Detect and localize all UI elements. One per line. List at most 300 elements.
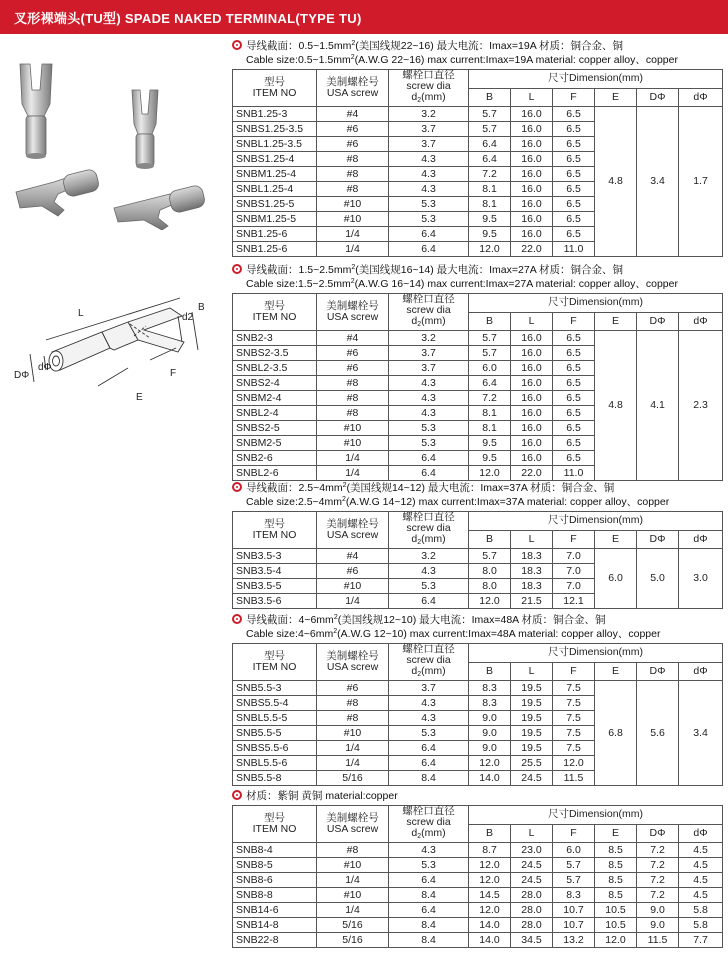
cell-value: 4.3 [389, 167, 469, 182]
cell-value: 11.0 [553, 466, 595, 481]
page-title: 叉形裸端头(TU型) SPADE NAKED TERMINAL(TYPE TU) [14, 11, 362, 26]
cell-value: 1/4 [317, 756, 389, 771]
cell-value: 6.5 [553, 122, 595, 137]
table-header-row [233, 806, 723, 825]
col-e: E [595, 312, 637, 331]
cell-dphi-outer: 5.0 [637, 549, 679, 609]
cell-dphi-inner: 1.7 [679, 107, 723, 257]
cell-value: 14.0 [469, 918, 511, 933]
cell-value: 24.5 [511, 873, 553, 888]
cell-value: 8.3 [553, 888, 595, 903]
cell-item-no: SNB1.25-3 [233, 107, 317, 122]
spec-table [232, 511, 723, 609]
cell-value: 9.0 [637, 903, 679, 918]
cell-value: #8 [317, 843, 389, 858]
cell-value: 8.0 [469, 579, 511, 594]
cell-value: 3.2 [389, 549, 469, 564]
col-dimension: 尺寸Dimension(mm) [469, 806, 723, 825]
col-b: B [469, 88, 511, 107]
cell-value: 1/4 [317, 451, 389, 466]
col-f: F [553, 88, 595, 107]
cell-value: 3.2 [389, 331, 469, 346]
cell-value: 8.1 [469, 406, 511, 421]
cell-value: #10 [317, 726, 389, 741]
col-item-no: 型号 ITEM NO [233, 512, 317, 549]
cell-value: 10.5 [595, 903, 637, 918]
col-screw-dia: 螺栓口直径 screw dia $d_2(mm)$ [389, 70, 469, 107]
col-usa-screw: 美制螺栓号 USA screw [317, 70, 389, 107]
cell-dphi-inner: 3.4 [679, 681, 723, 786]
cell-value: #8 [317, 376, 389, 391]
table-row [233, 918, 723, 933]
cell-value: 10.5 [595, 918, 637, 933]
cell-value: 7.0 [553, 579, 595, 594]
cell-item-no: SNB8-5 [233, 858, 317, 873]
cell-value: 8.0 [469, 564, 511, 579]
col-dphi: dΦ [679, 662, 723, 681]
cell-value: 5.3 [389, 212, 469, 227]
cell-value: #4 [317, 331, 389, 346]
cell-value: 16.0 [511, 197, 553, 212]
col-f: F [553, 530, 595, 549]
col-l: L [511, 824, 553, 843]
cell-value: 8.5 [595, 888, 637, 903]
cell-value: 4.3 [389, 696, 469, 711]
cell-value: 9.5 [469, 212, 511, 227]
cell-item-no: SNB3.5-6 [233, 594, 317, 609]
cell-item-no: SNBM2-4 [233, 391, 317, 406]
cell-value: #6 [317, 346, 389, 361]
dim-label-B: B [198, 302, 205, 313]
cell-value: 6.4 [389, 873, 469, 888]
cell-value: 6.4 [389, 227, 469, 242]
spec-table [232, 805, 723, 948]
cell-item-no: SNBS2-4 [233, 376, 317, 391]
cell-value: 6.5 [553, 421, 595, 436]
cell-value: 4.5 [679, 873, 723, 888]
product-photo [14, 60, 214, 230]
col-screw-dia: 螺栓口直径 screw dia $d_2(mm)$ [389, 512, 469, 549]
col-dphi: dΦ [679, 530, 723, 549]
table-row [233, 843, 723, 858]
cell-value: 7.0 [553, 549, 595, 564]
cell-value: 7.2 [637, 888, 679, 903]
cell-value: 5.3 [389, 726, 469, 741]
cell-value: 7.2 [637, 873, 679, 888]
cell-value: 5.7 [553, 858, 595, 873]
cell-value: 5.3 [389, 436, 469, 451]
section-header: 导线截面：$2.5\sim 4mm^2$(美国线规14~12) 最大电流：Imax=37A 材质：铜合金、铜 Cable $size:2.5\sim 4mm^2(A.W.G$ 14~12) max current:Imax=37A material: copper alloy、copper [232, 480, 722, 508]
cell-value: 8.7 [469, 843, 511, 858]
cell-value: 5.3 [389, 579, 469, 594]
cell-dphi-outer: 5.6 [637, 681, 679, 786]
section-header: 导线截面：$1.5\sim 2.5mm^2$(美国线规16~14) 最大电流：Imax=27A 材质：铜合金、铜 Cable $size:1.5\sim 2.5mm^2(A.W.G$ 16~14) max current:Imax=27A material: copper alloy、copper [232, 262, 722, 290]
spec-section-3 [232, 480, 722, 609]
table-row [233, 858, 723, 873]
cell-item-no: SNB3.5-4 [233, 564, 317, 579]
cell-value: 12.0 [469, 242, 511, 257]
col-b: B [469, 662, 511, 681]
cell-value: 16.0 [511, 182, 553, 197]
cell-value: 34.5 [511, 933, 553, 948]
cell-item-no: SNB1.25-6 [233, 242, 317, 257]
cell-value: #8 [317, 182, 389, 197]
col-dimension: 尺寸Dimension(mm) [469, 294, 723, 313]
cell-item-no: SNB8-6 [233, 873, 317, 888]
terminal-upright-2 [132, 90, 158, 169]
col-dphi: DΦ [637, 530, 679, 549]
header-bar [0, 0, 728, 34]
cell-item-no: SNBL2-3.5 [233, 361, 317, 376]
cell-value: 19.5 [511, 681, 553, 696]
dim-label-dphi: dΦ [38, 362, 52, 373]
cell-e: 6.8 [595, 681, 637, 786]
cell-item-no: SNB5.5-8 [233, 771, 317, 786]
dim-label-d2: d2 [182, 312, 194, 323]
col-b: B [469, 312, 511, 331]
cell-value: 6.5 [553, 346, 595, 361]
cell-value: 16.0 [511, 421, 553, 436]
spec-table [232, 293, 723, 481]
cell-value: 6.5 [553, 212, 595, 227]
cell-value: 19.5 [511, 711, 553, 726]
col-dphi: DΦ [637, 88, 679, 107]
col-b: B [469, 530, 511, 549]
dimension-diagram [10, 290, 220, 420]
cell-value: 8.4 [389, 771, 469, 786]
cell-value: 3.2 [389, 107, 469, 122]
cell-value: 3.7 [389, 681, 469, 696]
cell-value: 12.1 [553, 594, 595, 609]
cell-value: 6.4 [389, 242, 469, 257]
cell-value: 18.3 [511, 579, 553, 594]
terminal-lying-1 [16, 168, 100, 216]
cell-value: 6.5 [553, 376, 595, 391]
cell-value: #8 [317, 391, 389, 406]
cell-value: 8.1 [469, 182, 511, 197]
cell-item-no: SNBL1.25-4 [233, 182, 317, 197]
cell-value: 28.0 [511, 888, 553, 903]
cell-value: 9.5 [469, 451, 511, 466]
cell-value: 5.3 [389, 858, 469, 873]
cell-value: 18.3 [511, 564, 553, 579]
cell-value: 3.7 [389, 361, 469, 376]
cell-value: 1/4 [317, 903, 389, 918]
col-dimension: 尺寸Dimension(mm) [469, 70, 723, 89]
cell-item-no: SNBS1.25-3.5 [233, 122, 317, 137]
cell-value: 5.7 [469, 346, 511, 361]
cell-value: 4.3 [389, 406, 469, 421]
cell-value: 6.4 [469, 137, 511, 152]
cell-value: 6.0 [469, 361, 511, 376]
spec-table [232, 643, 723, 786]
cell-value: 5.7 [469, 107, 511, 122]
cell-dphi-inner: 3.0 [679, 549, 723, 609]
cell-value: 8.4 [389, 933, 469, 948]
cell-value: 11.0 [553, 242, 595, 257]
col-usa-screw: 美制螺栓号 USA screw [317, 294, 389, 331]
cell-value: 22.0 [511, 466, 553, 481]
cell-value: 19.5 [511, 696, 553, 711]
cell-value: 16.0 [511, 331, 553, 346]
col-screw-dia: 螺栓口直径 screw dia $d_2(mm)$ [389, 806, 469, 843]
cell-value: 8.5 [595, 843, 637, 858]
cell-value: #6 [317, 137, 389, 152]
table-row [233, 681, 723, 696]
cell-value: 11.5 [637, 933, 679, 948]
cell-item-no: SNB3.5-5 [233, 579, 317, 594]
cell-value: 6.5 [553, 182, 595, 197]
cell-value: 16.0 [511, 391, 553, 406]
cell-value: 12.0 [553, 756, 595, 771]
cell-item-no: SNBL2-6 [233, 466, 317, 481]
cell-value: 16.0 [511, 167, 553, 182]
section-header: 材质：紫铜 黄铜 material:copper [232, 790, 722, 802]
cell-value: 6.5 [553, 152, 595, 167]
cell-value: 6.4 [389, 741, 469, 756]
col-usa-screw: 美制螺栓号 USA screw [317, 806, 389, 843]
cell-value: 24.5 [511, 858, 553, 873]
cell-value: 12.0 [469, 858, 511, 873]
col-usa-screw: 美制螺栓号 USA screw [317, 644, 389, 681]
cell-value: 23.0 [511, 843, 553, 858]
cell-item-no: SNB5.5-3 [233, 681, 317, 696]
cell-value: 3.7 [389, 346, 469, 361]
cell-item-no: SNB8-4 [233, 843, 317, 858]
cell-value: 12.0 [469, 903, 511, 918]
table-header-row [233, 294, 723, 313]
cell-item-no: SNBM1.25-5 [233, 212, 317, 227]
cell-value: 7.5 [553, 681, 595, 696]
cell-value: 4.5 [679, 843, 723, 858]
cell-value: #8 [317, 167, 389, 182]
cell-value: 4.3 [389, 376, 469, 391]
cell-value: 6.4 [469, 376, 511, 391]
cell-value: 5.7 [553, 873, 595, 888]
cell-value: 4.3 [389, 152, 469, 167]
cell-value: 6.5 [553, 107, 595, 122]
cell-item-no: SNBL5.5-6 [233, 756, 317, 771]
cell-value: 21.5 [511, 594, 553, 609]
bullet-icon [232, 40, 242, 50]
cell-value: 6.4 [389, 756, 469, 771]
spec-section-1 [232, 38, 722, 257]
cell-value: 16.0 [511, 406, 553, 421]
cell-value: 4.3 [389, 564, 469, 579]
cell-value: 5.7 [469, 331, 511, 346]
cell-e: 6.0 [595, 549, 637, 609]
cell-value: 6.4 [389, 451, 469, 466]
cell-value: 7.2 [637, 843, 679, 858]
cell-value: 16.0 [511, 346, 553, 361]
bullet-icon [232, 790, 242, 800]
table-header-row [233, 644, 723, 663]
cell-value: 6.5 [553, 361, 595, 376]
cell-value: 8.4 [389, 918, 469, 933]
cell-value: 14.5 [469, 888, 511, 903]
bullet-icon [232, 264, 242, 274]
col-dphi: dΦ [679, 824, 723, 843]
col-dphi: DΦ [637, 662, 679, 681]
cell-item-no: SNB14-6 [233, 903, 317, 918]
cell-value: #4 [317, 549, 389, 564]
cell-value: 9.0 [469, 741, 511, 756]
cell-value: 16.0 [511, 361, 553, 376]
cell-value: #8 [317, 711, 389, 726]
col-screw-dia: 螺栓口直径 screw dia $d_2(mm)$ [389, 644, 469, 681]
cell-value: #8 [317, 696, 389, 711]
cell-value: 6.4 [469, 152, 511, 167]
cell-item-no: SNBS5.5-6 [233, 741, 317, 756]
cell-value: 6.5 [553, 197, 595, 212]
cell-value: 19.5 [511, 726, 553, 741]
cell-value: 6.5 [553, 331, 595, 346]
cell-item-no: SNB14-8 [233, 918, 317, 933]
cell-value: 7.0 [553, 564, 595, 579]
cell-value: 22.0 [511, 242, 553, 257]
cell-item-no: SNBS1.25-5 [233, 197, 317, 212]
cell-item-no: SNB2-3 [233, 331, 317, 346]
col-dphi: dΦ [679, 312, 723, 331]
col-item-no: 型号 ITEM NO [233, 806, 317, 843]
cell-dphi-outer: 3.4 [637, 107, 679, 257]
cell-value: 4.3 [389, 843, 469, 858]
cell-value: 7.5 [553, 726, 595, 741]
cell-value: 7.5 [553, 711, 595, 726]
cell-item-no: SNBS2-5 [233, 421, 317, 436]
col-e: E [595, 88, 637, 107]
terminal-lying-2 [114, 184, 206, 230]
cell-item-no: SNB8-8 [233, 888, 317, 903]
dim-label-E: E [136, 392, 143, 403]
table-row [233, 903, 723, 918]
cell-value: 16.0 [511, 137, 553, 152]
col-l: L [511, 88, 553, 107]
col-dphi: DΦ [637, 312, 679, 331]
cell-e: 4.8 [595, 107, 637, 257]
cell-value: #4 [317, 107, 389, 122]
cell-value: 5.3 [389, 421, 469, 436]
col-f: F [553, 312, 595, 331]
cell-value: 5/16 [317, 933, 389, 948]
col-f: F [553, 824, 595, 843]
cell-value: 6.4 [389, 903, 469, 918]
bullet-icon [232, 614, 242, 624]
table-row [233, 549, 723, 564]
cell-value: 8.5 [595, 873, 637, 888]
cell-value: 1/4 [317, 873, 389, 888]
cell-value: 5.8 [679, 918, 723, 933]
cell-value: 12.0 [469, 594, 511, 609]
cell-value: #6 [317, 681, 389, 696]
table-row [233, 888, 723, 903]
cell-item-no: SNB5.5-5 [233, 726, 317, 741]
cell-value: 12.0 [595, 933, 637, 948]
cell-value: 4.3 [389, 182, 469, 197]
cell-value: 9.0 [469, 726, 511, 741]
cell-value: #10 [317, 197, 389, 212]
cell-item-no: SNBM2-5 [233, 436, 317, 451]
table-row [233, 331, 723, 346]
spec-section-4 [232, 612, 722, 786]
cell-value: 5/16 [317, 918, 389, 933]
cell-value: 16.0 [511, 376, 553, 391]
cell-value: 1/4 [317, 594, 389, 609]
bullet-icon [232, 482, 242, 492]
cell-item-no: SNB1.25-6 [233, 227, 317, 242]
cell-value: 4.5 [679, 858, 723, 873]
cell-item-no: SNB2-6 [233, 451, 317, 466]
cell-value: 24.5 [511, 771, 553, 786]
cell-value: 25.5 [511, 756, 553, 771]
cell-value: #6 [317, 361, 389, 376]
cell-value: 6.4 [389, 466, 469, 481]
cell-value: 6.0 [553, 843, 595, 858]
cell-item-no: SNBS5.5-4 [233, 696, 317, 711]
col-item-no: 型号 ITEM NO [233, 294, 317, 331]
cell-value: 6.5 [553, 167, 595, 182]
cell-value: 18.3 [511, 549, 553, 564]
col-l: L [511, 530, 553, 549]
cell-value: 6.5 [553, 227, 595, 242]
section-header: 导线截面：$4\sim 6mm^2$(美国线规12~10) 最大电流：Imax=48A 材质：铜合金、铜 Cable $size:4\sim 6mm^2(A.W.G$ 12~10) max current:Imax=48A material: copper alloy、copper [232, 612, 722, 640]
table-header-row [233, 512, 723, 531]
cell-item-no: SNBM1.25-4 [233, 167, 317, 182]
cell-value: 7.2 [469, 167, 511, 182]
cell-e: 4.8 [595, 331, 637, 481]
cell-value: 8.4 [389, 888, 469, 903]
cell-value: 9.0 [637, 918, 679, 933]
col-f: F [553, 662, 595, 681]
cell-value: 5/16 [317, 771, 389, 786]
spec-section-2 [232, 262, 722, 481]
cell-value: 19.5 [511, 741, 553, 756]
cell-value: 10.7 [553, 903, 595, 918]
col-dphi: dΦ [679, 88, 723, 107]
cell-value: 7.2 [469, 391, 511, 406]
cell-value: #10 [317, 212, 389, 227]
cell-value: 7.5 [553, 741, 595, 756]
cell-value: #10 [317, 436, 389, 451]
cell-value: 9.0 [469, 711, 511, 726]
cell-value: 3.7 [389, 122, 469, 137]
cell-value: #6 [317, 564, 389, 579]
cell-value: 6.4 [389, 594, 469, 609]
cell-value: 16.0 [511, 212, 553, 227]
cell-value: 14.0 [469, 771, 511, 786]
cell-value: 5.7 [469, 122, 511, 137]
cell-value: 12.0 [469, 466, 511, 481]
cell-value: 28.0 [511, 918, 553, 933]
cell-value: 1/4 [317, 466, 389, 481]
cell-value: 10.7 [553, 918, 595, 933]
cell-item-no: SNBL1.25-3.5 [233, 137, 317, 152]
col-e: E [595, 530, 637, 549]
cell-value: 9.5 [469, 227, 511, 242]
cell-value: 13.2 [553, 933, 595, 948]
cell-value: 12.0 [469, 756, 511, 771]
cell-value: 9.5 [469, 436, 511, 451]
cell-value: 8.3 [469, 696, 511, 711]
cell-value: 16.0 [511, 227, 553, 242]
cell-item-no: SNB22-8 [233, 933, 317, 948]
cell-value: 4.5 [679, 888, 723, 903]
cell-value: 7.5 [553, 696, 595, 711]
dim-label-L: L [78, 308, 84, 319]
cell-value: #10 [317, 888, 389, 903]
cell-value: 7.2 [637, 858, 679, 873]
table-header-row [233, 70, 723, 89]
